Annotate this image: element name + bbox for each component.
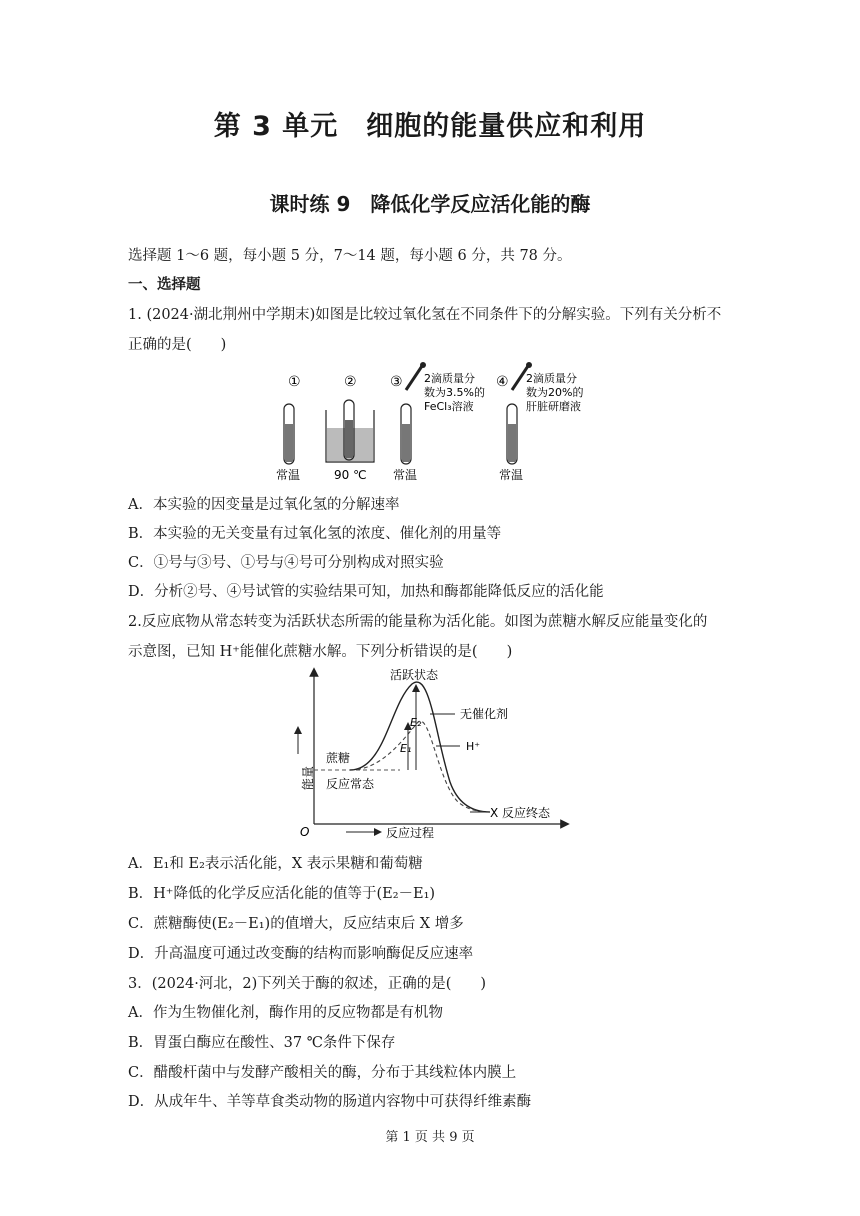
tube3-reagent-line2: 数为3.5%的 [424,386,485,399]
q2-option-c: C．蔗糖酶使(E₂－E₁)的值增大，反应结束后 X 增多 [128,916,464,932]
q1-option-c: C．①号与③号、①号与④号可分别构成对照实验 [128,555,444,571]
tube3-reagent-line3: FeCl₃溶液 [424,400,474,413]
q2-energy-diagram [290,664,580,844]
tube1-label: 常温 [276,468,301,482]
q3-option-d: D．从成年牛、羊等草食类动物的肠道内容物中可获得纤维素酶 [128,1094,532,1110]
test-tube-2 [344,400,354,460]
tube4-reagent-line3: 肝脏研磨液 [526,400,581,413]
tube2-number: ② [344,374,357,390]
q3-option-b: B．胃蛋白酶应在酸性、37 ℃条件下保存 [128,1035,396,1051]
tube4-number: ④ [496,374,509,390]
origin-label: O [300,825,310,839]
tube3-reagent-line1: 2滴质量分 [424,372,475,385]
tube3-number: ③ [390,374,403,390]
normal-state-label: 反应常态 [326,777,375,791]
test-tube-3 [401,404,411,464]
test-tube-4 [507,404,517,464]
q2-stem-line2: 示意图，已知 H⁺能催化蔗糖水解。下列分析错误的是( ) [128,644,513,660]
page-footer: 第 1 页 共 9 页 [385,1130,475,1145]
sucrose-label: 蔗糖 [326,751,351,765]
tube4-label: 常温 [499,468,524,482]
q1-option-b: B．本实验的无关变量有过氧化氢的浓度、催化剂的用量等 [128,526,502,542]
q3-option-c: C．醋酸杆菌中与发酵产酸相关的酶，分布于其线粒体内膜上 [128,1065,517,1081]
x-axis-label: 反应过程 [386,826,435,840]
q2-option-d: D．升高温度可通过改变酶的结构而影响酶促反应速率 [128,946,474,962]
catalyst-label: H⁺ [466,740,481,753]
catalyzed-curve [350,721,490,812]
q1-stem-line2: 正确的是( ) [128,337,227,353]
e2-label: E₂ [410,716,422,729]
e1-label: E₁ [400,742,412,755]
q3-option-a: A．作为生物催化剂，酶作用的反应物都是有机物 [128,1005,443,1021]
q2-option-b: B．H⁺降低的化学反应活化能的值等于(E₂－E₁) [128,886,436,902]
section-heading: 一、选择题 [128,277,201,293]
y-axis-label: 能量 [301,765,315,790]
lesson-title: 课时练 9 降低化学反应活化能的酶 [269,192,591,216]
q1-option-d: D．分析②号、④号试管的实验结果可知，加热和酶都能降低反应的活化能 [128,584,604,600]
tube4-reagent-line1: 2滴质量分 [526,372,577,385]
tube4-reagent-line2: 数为20%的 [526,386,584,399]
q2-stem-line1: 2.反应底物从常态转变为活跃状态所需的能量称为活化能。如图为蔗糖水解反应能量变化的 [128,614,708,630]
uncatalyzed-label: 无催化剂 [460,707,509,721]
dropper-3 [406,362,426,390]
tube1-number: ① [288,374,301,390]
q3-stem: 3．(2024·河北，2)下列关于酶的叙述，正确的是( ) [128,976,487,992]
q2-option-a: A．E₁和 E₂表示活化能，X 表示果糖和葡萄糖 [128,856,423,872]
q1-option-a: A．本实验的因变量是过氧化氢的分解速率 [128,497,400,513]
q1-stem-line1: 1. (2024·湖北荆州中学期末)如图是比较过氧化氢在不同条件下的分解实验。下列有关分析不 [128,307,722,323]
final-state-label: X 反应终态 [490,806,551,820]
test-tube-1 [284,404,294,464]
tube3-label: 常温 [393,468,418,482]
active-state-label: 活跃状态 [390,668,439,682]
instructions: 选择题 1～6 题，每小题 5 分，7～14 题，每小题 6 分，共 78 分。 [128,248,572,264]
tube2-label: 90 ℃ [334,468,367,482]
q1-test-tube-figure [270,362,610,490]
unit-title: 第 3 单元 细胞的能量供应和利用 [213,111,647,142]
